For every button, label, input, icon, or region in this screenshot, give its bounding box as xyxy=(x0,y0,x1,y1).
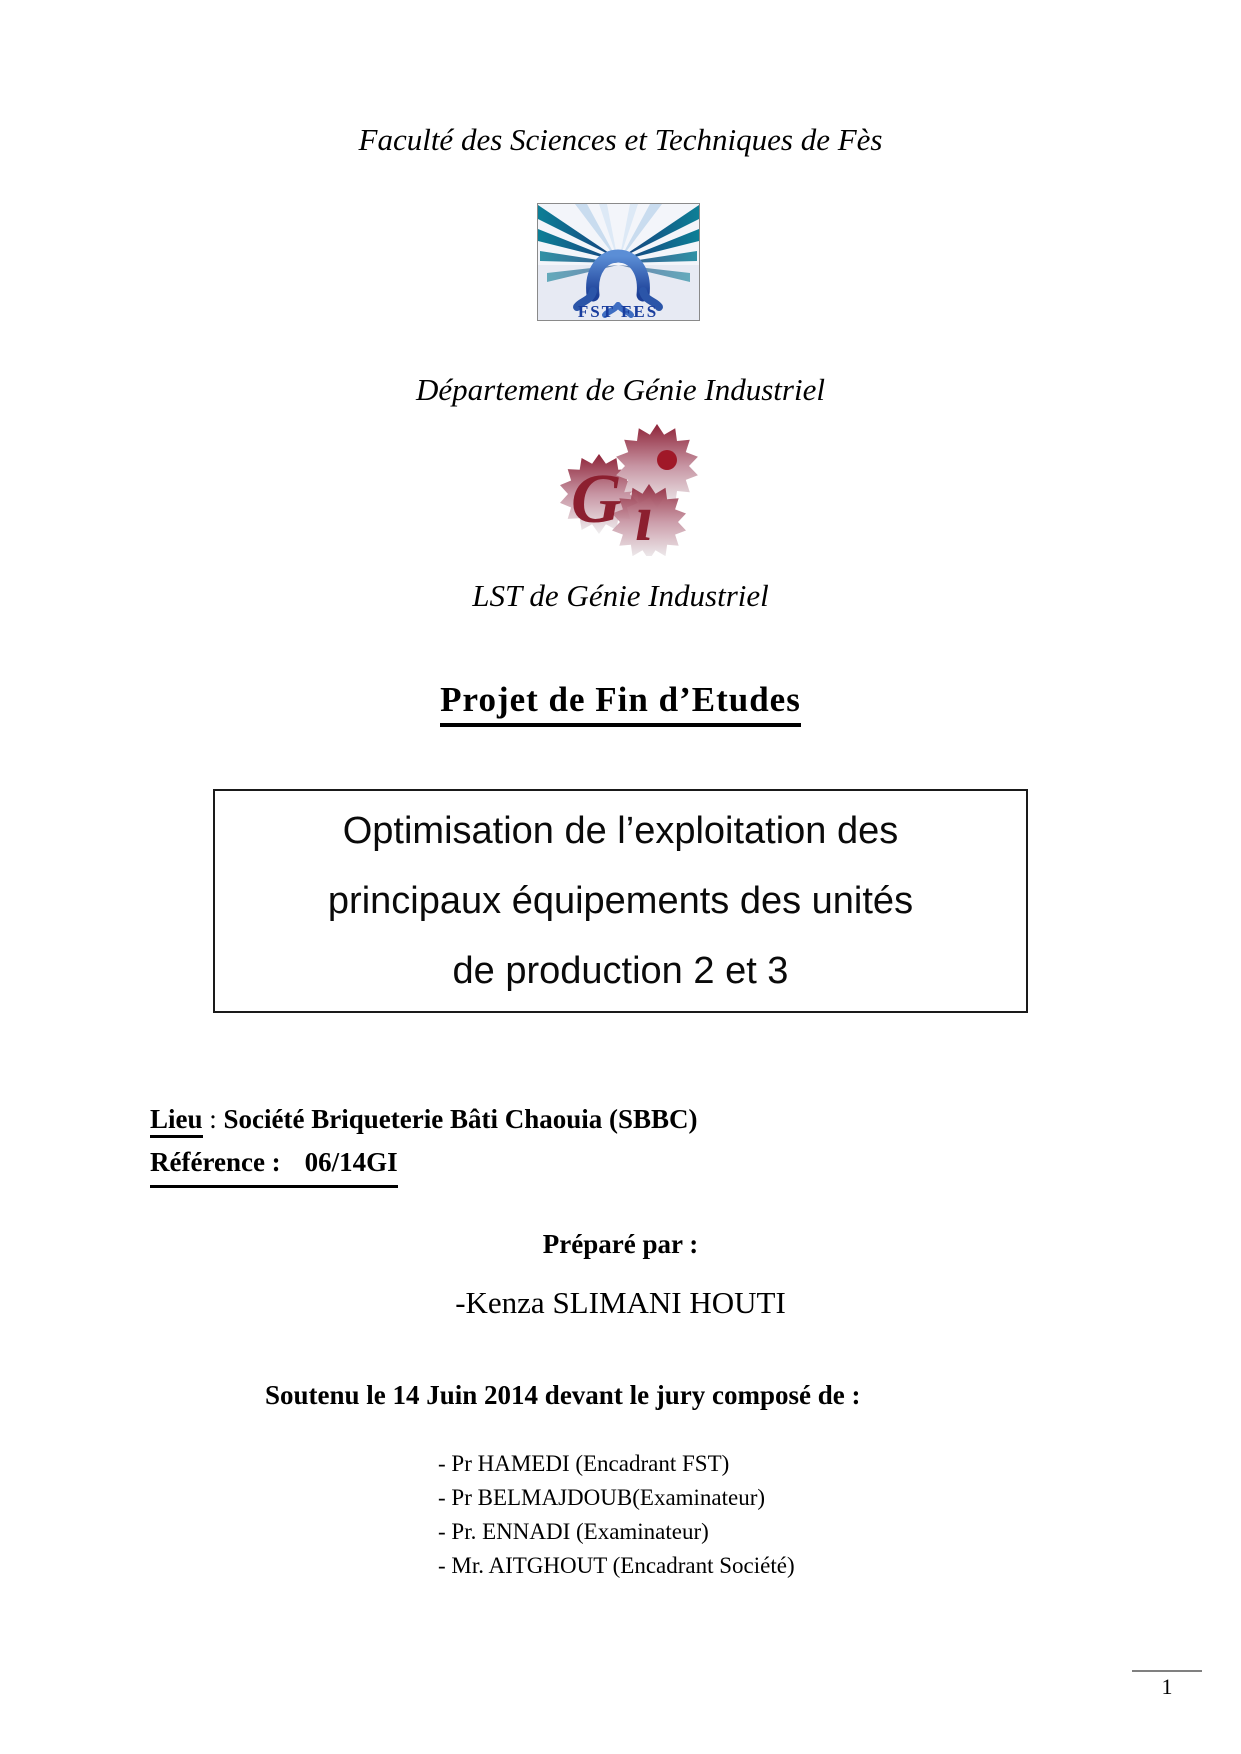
jury-member: - Pr BELMAJDOUB(Examinateur) xyxy=(438,1485,766,1510)
report-type-heading: Projet de Fin d’Etudes xyxy=(440,680,801,727)
thesis-title-box xyxy=(213,789,1028,1013)
details-block xyxy=(150,1098,698,1188)
gi-letter-i: ı xyxy=(635,482,654,555)
prepared-by-heading: Préparé par : xyxy=(542,1229,699,1259)
thesis-title-line-3: de production 2 et 3 xyxy=(452,950,789,992)
reference-label: Référence : xyxy=(150,1147,281,1177)
lieu-line xyxy=(150,1098,698,1141)
reference-line xyxy=(150,1141,698,1188)
jury-list xyxy=(438,1447,795,1583)
lieu-value: Société Briqueterie Bâti Chaouia (SBBC) xyxy=(223,1104,698,1134)
program-name: LST de Génie Industriel xyxy=(472,578,769,613)
thesis-title-line-2: principaux équipements des unités xyxy=(327,880,914,922)
reference-value: 06/14GI xyxy=(304,1147,398,1177)
jury-member: - Pr HAMEDI (Encadrant FST) xyxy=(438,1451,730,1476)
author-name: -Kenza SLIMANI HOUTI xyxy=(455,1285,786,1320)
gi-logo xyxy=(557,424,702,556)
gi-letter-g: G xyxy=(571,461,622,538)
page-number: 1 xyxy=(1161,1674,1173,1699)
department-name: Département de Génie Industriel xyxy=(416,372,825,407)
footer-divider xyxy=(1132,1670,1202,1672)
fst-fes-logo xyxy=(537,203,700,321)
fst-logo-caption: FST FES xyxy=(577,302,659,321)
lieu-label: Lieu xyxy=(150,1104,203,1138)
gi-logo-dot xyxy=(657,450,677,470)
thesis-title-line-1: Optimisation de l’exploitation des xyxy=(342,810,899,852)
faculty-name: Faculté des Sciences et Techniques de Fès xyxy=(358,122,883,157)
lieu-separator: : xyxy=(202,1104,224,1134)
defense-heading: Soutenu le 14 Juin 2014 devant le jury composé de : xyxy=(265,1380,861,1410)
jury-member: - Pr. ENNADI (Examinateur) xyxy=(438,1519,709,1544)
jury-member: - Mr. AITGHOUT (Encadrant Société) xyxy=(438,1553,795,1578)
